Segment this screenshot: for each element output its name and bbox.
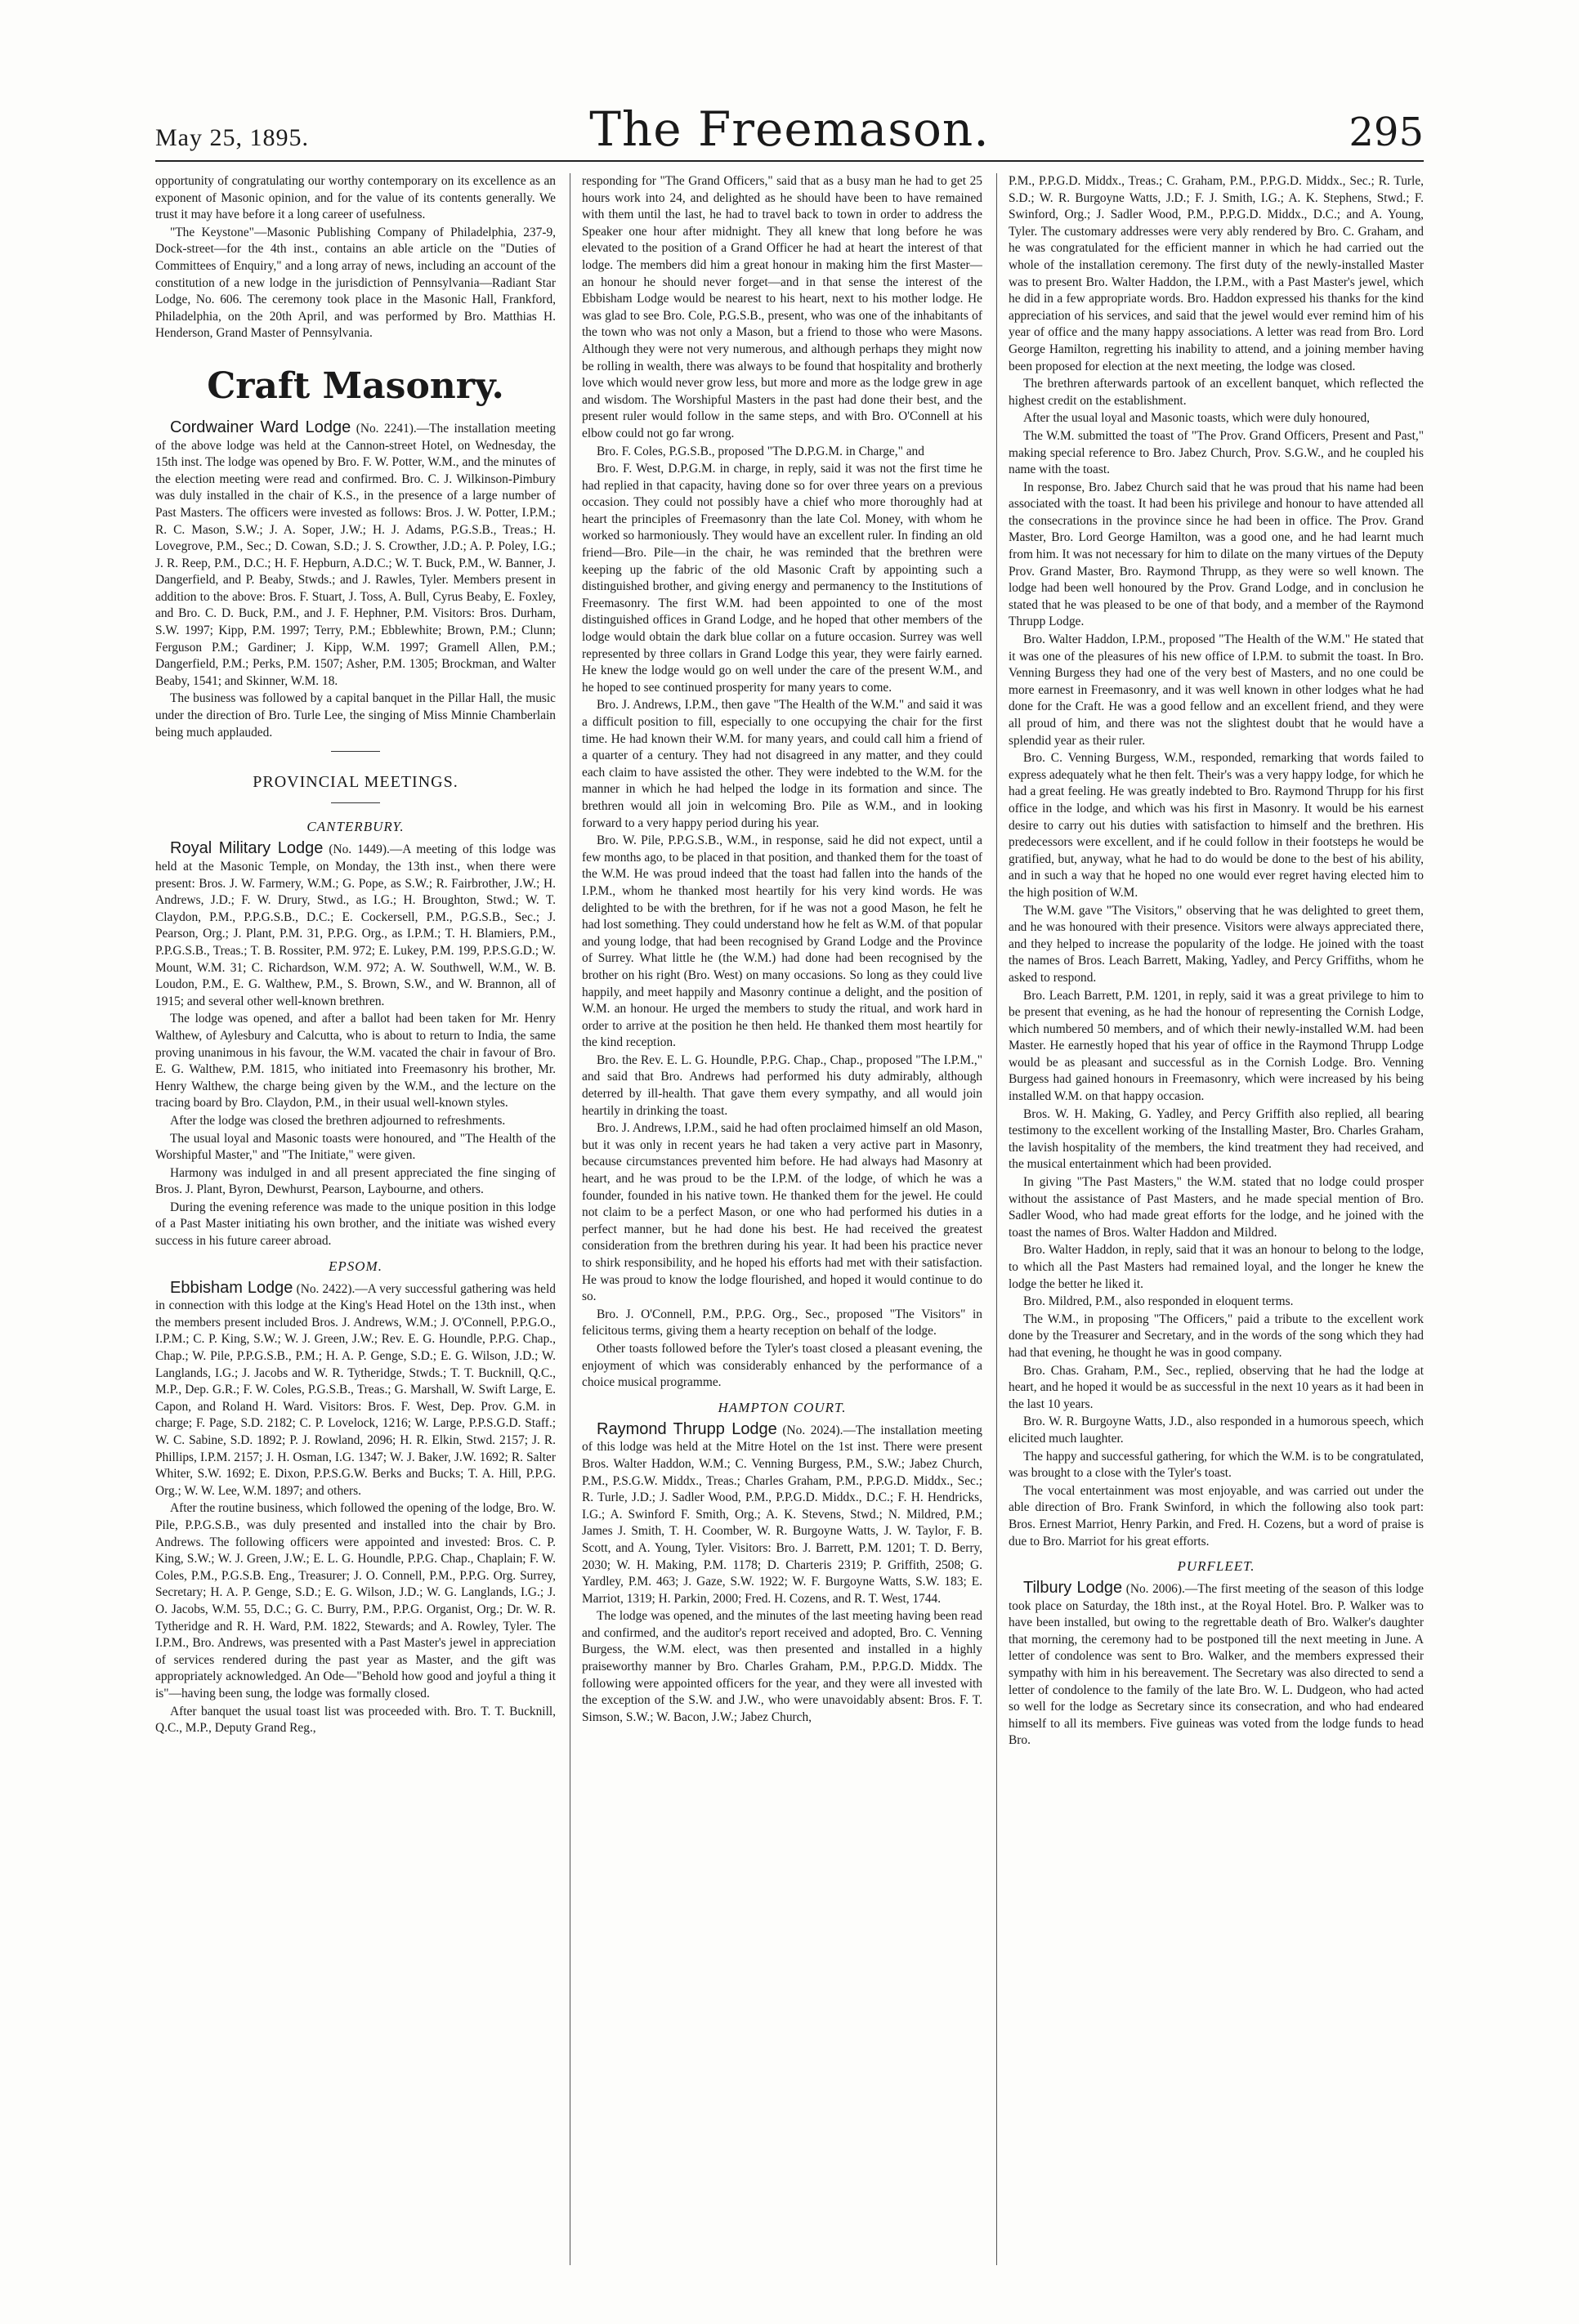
paragraph: Bro. Leach Barrett, P.M. 1201, in reply, said it was a great privilege to him to be present that evening, as he had the honour of representing the Cornish Lodge, which numbered 50 members, and of which their newly-installed W.M. had been Master. He earnestly hoped that his year of office in the Raymond Thrupp Lodge would be as pleasant and successful as in the Cornish Lodge. Bro. Venning Burgess had gained honours in Freemasonry, which were increased by his being installed W.M. on that happy occasion. — [1009, 988, 1424, 1104]
paragraph: Bro. Walter Haddon, I.P.M., proposed "The Health of the W.M." He stated that it was one of the pleasures of his new office of I.P.M. to submit the toast. In Bro. Venning Burgess they had one of the very best of Masters, and no one could be more earnest in Freemasonry, and it was well known in other lodges what he had done for the Craft. He was a good fellow and an excellent friend, and they were all proud of him, and there was not the slightest doubt that he would have a splendid year as their ruler. — [1009, 632, 1424, 748]
paragraph: The usual loyal and Masonic toasts were honoured, and "The Health of the Worshipful Master," and "The Initiate," were given. — [155, 1131, 556, 1163]
lodge-report — [155, 840, 556, 1010]
paragraph: In response, Bro. Jabez Church said that he was proud that his name had been associated with the toast. It had been his privilege and honour to have attended all the consecrations in the province since he had been in office. The Prov. Grand Master, Bro. Lord George Hamilton, was a good one, and he had learnt much from him. It was not necessary for him to dilate on the many virtues of the Deputy Prov. Grand Master, Bro. Raymond Thrupp, as they were so well known. The lodge had been well honoured by the Prov. Grand Lodge, and in conclusion he stated that he was pleased to be one of that body, and a member of the Raymond Thrupp Lodge. — [1009, 480, 1424, 629]
column-3 — [1009, 173, 1424, 2265]
paragraph: The happy and successful gathering, for which the W.M. is to be congratulated, was brought to a close with the Tyler's toast. — [1009, 1449, 1424, 1481]
provincial-meetings-heading: PROVINCIAL MEETINGS. — [253, 772, 458, 791]
paragraph: Bro. J. O'Connell, P.M., P.P.G. Org., Sec., proposed "The Visitors" in felicitous terms, giving them a hearty reception on behalf of the lodge. — [582, 1307, 982, 1339]
report-text: —The first meeting of the season of this lodge took place on Saturday, the 18th inst., at the Royal Hotel. Bro. P. Walker was to have been installed, but owing to the regrettable death of Bro. Walker's daughter that morning, the ceremony had to be postponed till the next meeting in June. A letter of condolence was sent to Bro. Walker, and the members expressed their sympathy with him in his bereavement. The Secretary was also directed to send a letter of condolence to the family of the late Bro. W. L. Dudgeon, who had acted so well for the lodge as Secretary since its consecration, and who had endeared himself to all its members. Five guineas was voted from the lodge funds to head Bro. — [1009, 1582, 1424, 1748]
column-2 — [582, 173, 982, 2265]
paragraph: The lodge was opened, and the minutes of the last meeting having been read and confirmed, and the auditor's report received and adopted, Bro. C. Venning Burgess, the W.M. elect, was then presented and installed in a highly praiseworthy manner by Bro. Charles Graham, P.M., P.P.G.D. Middx. The following were appointed officers for the year, and they were all invested with the exception of the S.W. and J.W., who were unavoidably absent: Bros. F. T. Simson, S.W.; W. Bacon, J.W.; Jabez Church, — [582, 1609, 982, 1724]
column-1 — [155, 173, 556, 2265]
lodge-number: (No. 2024). — [782, 1423, 843, 1437]
paragraph: Bro. W. R. Burgoyne Watts, J.D., also responded in a humorous speech, which elicited much laughter. — [1009, 1415, 1424, 1446]
section-divider — [155, 743, 556, 760]
paragraph: In giving "The Past Masters," the W.M. stated that no lodge could prosper without the assistance of Past Masters, and he made special mention of Bro. Sadler Wood, who had made great efforts for the lodge, and he joined with the toast the names of Bros. Walter Haddon and Mildred. — [1009, 1175, 1424, 1240]
report-text: —A very successful gathering was held in connection with this lodge at the King's Head Hotel on the 13th inst., when the members present included Bros. J. Andrews, W.M.; J. O'Connell, P.P.G.O., I.P.M.; C. P. King, S.W.; W. J. Green, J.W.; Rev. E. G. Houndle, P.P.G. Chap., Chap.; W. Pile, P.P.G.S.B., P.M.; H. A. P. Genge, S.D.; E. G. Wilson, J.D.; W. Langlands, I.G.; J. Jacobs and W. R. Tytheridge, Stwds.; T. T. Bucknill, Q.C., M.P., Dep. G.R.; F. W. Coles, P.G.S.B., Treas.; G. Marshall, W. Swift Large, E. Capon, and Roland H. Ward. Visitors: Bros. F. West, Dep. Prov. G.M. in charge; F. Page, S.D. 2182; C. P. Lovelock, 1216; W. Large, P.P.S.G.D. Staff.; W. C. Sabine, S.D. 1892; P. J. Rowland, 2096; H. R. Elkin, Stwd. 2157; J. R. Phillips, I.P.M. 2157; J. H. Osman, I.G. 1347; W. J. Baker, J.W. 1692; R. Salter Whiter, S.W. 1692; E. Dixon, P.P.S.G.W. Berks and Bucks; T. A. Hill, P.P.G. Org.; W. W. Lee, W.M. 1897; and others. — [155, 1281, 556, 1498]
paragraph: Bros. W. H. Making, G. Yadley, and Percy Griffith also replied, all bearing testimony to the excellent working of the Installing Master, Bro. Charles Graham, the lavish hospitality of the members, the kind treatment they had received, and the musical entertainment which had been provided. — [1009, 1106, 1424, 1172]
section-divider — [155, 794, 556, 811]
paragraph: Other toasts followed before the Tyler's toast closed a pleasant evening, the enjoyment of which was considerably enhanced by the performance of a choice musical programme. — [582, 1341, 982, 1390]
lodge-name: Raymond Thrupp Lodge — [597, 1419, 777, 1438]
report-text: —A meeting of this lodge was held at the Masonic Temple, on Monday, the 13th inst., when there were present: Bros. J. W. Farmery, W.M.; G. Pope, as S.W.; R. Fairbrother, J.W.; H. Andrews, J.D.; F. W. Drury, Stwd., as I.G.; H. Broughton, Stwd.; W. T. Claydon, P.M., P.P.G.S.B., D.C.; E. Cockersell, P.M., P.G.S.B., Sec.; J. Pearson, Org.; J. Plant, P.M. 31, P.P.G. Org., as I.P.M.; T. H. Blamiers, P.M., P.P.G.S.B., Treas.; T. B. Rossiter, P.M. 972; E. Lukey, P.M. 199, P.P.S.G.D.; W. Mount, W.M. 31; C. Richardson, W.M. 972; A. W. Southwell, W.M., W. B. Loudon, P.M., E. G. Walthew, P.M., S. Brown, S.W., and W. Brannon, all of 1915; and several other well-known brethren. — [155, 842, 556, 1008]
place-heading: HAMPTON COURT. — [718, 1399, 847, 1415]
paragraph: After banquet the usual toast list was proceeded with. Bro. T. T. Bucknill, Q.C., M.P., Deputy Grand Reg., — [155, 1704, 556, 1736]
paragraph: After the usual loyal and Masonic toasts, which were duly honoured, — [1023, 411, 1370, 426]
paragraph: The lodge was opened, and after a ballot had been taken for Mr. Henry Walthew, of Aylesbury and Calcutta, who is about to return to India, the same proving unanimous in his favour, the W.M. vacated the chair in favour of Bro. E. G. Walthew, P.M. 1815, who initiated into Freemasonry his brother, Mr. Henry Walthew, the charge being given by the W.M., and the lecture on the tracing board by Bro. Claydon, P.M., in their usual well-known styles. — [155, 1012, 556, 1111]
craft-masonry-heading: Craft Masonry. — [207, 364, 504, 407]
issue-date: May 25, 1895. — [155, 124, 309, 151]
report-text: —The installation meeting of the above lodge was held at the Cannon-street Hotel, on Wednesday, the 15th inst. The lodge was opened by Bro. F. W. Potter, W.M., and the minutes of the election meeting were read and confirmed. Bro. C. J. Wilkinson-Pimbury was duly installed in the chair of K.S., in the presence of a large number of Past Masters. The officers were invested as follows: Bros. J. W. Potter, I.P.M.; R. C. Mason, S.W.; J. A. Soper, J.W.; H. J. Adams, P.G.S.B., Treas.; H. Lovegrove, P.M., Sec.; D. Cowan, S.D.; J. S. Crowther, J.D.; A. P. Poley, I.G.; J. R. Reep, P.M., D.C.; H. F. Hepburn, A.D.C.; W. T. Buck, P.M., W. Banner, J. Dangerfield, and P. Beaby, Stwds.; and J. Rawles, Tyler. Members present in addition to the above: Bros. F. Stuart, J. Toss, A. Bull, Cyrus Beaby, E. Foxley, and Bro. C. D. Buck, P.M., and J. F. Hephner, P.M. Visitors: Bros. Durham, S.W. 1997; Kipp, P.M. 1997; Terry, P.M.; Ebblewhite; Brown, P.M.; Clunn; Ferguson P.M.; Gardiner; J. Kipp, W.M. 1997; Gramell Allen, P.M.; Dangerfield, P.M.; Perks, P.M. 1507; Asher, P.M. 1305; Brockman, and Walter Beaby, 1541; and Skinner, W.M. 18. — [155, 421, 556, 688]
paragraph: Bro. Chas. Graham, P.M., Sec., replied, observing that he had the lodge at heart, and he hoped it would be as successful in the next 10 years as it had been in the last 10 years. — [1009, 1363, 1424, 1411]
paragraph: After the lodge was closed the brethren adjourned to refreshments. — [170, 1113, 506, 1128]
paragraph: The W.M. gave "The Visitors," observing that he was delighted to greet them, and he was honoured with their presence. Visitors were always appreciated there, and they helped to increase the popularity of the lodge. He joined with the toast the names of Bros. Leach Barrett, Making, Yadley, and Percy Griffiths, whom he asked to respond. — [1009, 903, 1424, 985]
place-heading: EPSOM. — [329, 1258, 382, 1274]
paragraph: Bro. J. Andrews, I.P.M., said he had often proclaimed himself an old Mason, but it was only in recent years he had taken a very active part in Masonry, because circumstances prevented him before. He had always had Masonry at heart, and he was proud to be the I.P.M. of the lodge, of which he was a founder, founded in his native town. He thanked them for the jewel. He could not claim to be a perfect Mason, or one who had performed his duties in a perfect manner, but he had done his best. He had received the greatest consideration from the brethren during his year. It had been his practice never to shirk responsibility, and he hoped his efforts had met with their satisfaction. He was proud to know the lodge flourished, and hoped it would continue to do so. — [582, 1121, 982, 1304]
paragraph: Bro. J. Andrews, I.P.M., then gave "The Health of the W.M." and said it was a difficult position to fill, especially to one occupying the chair for the first time. He had known their W.M. for many years, and could call him a friend of a quarter of a century. They had not disagreed in any matter, and they could each claim to have assisted the other. They were indebted to the W.M. for the manner in which he had helped the lodge in its formation and since. The brethren would all join in welcoming Bro. Pile as W.M., and in looking forward to a very happy period during his year. — [582, 698, 982, 830]
place-heading: CANTERBURY. — [306, 819, 405, 835]
paragraph: responding for "The Grand Officers," said that as a busy man he had to get 25 hours work into 24, and delighted as he should have been to have remained with them until the last, he had to travel back to town in order to address the Speaker one hour after midnight. They all knew that long before he was elevated to the position of a Grand Officer he had at heart the interest of that lodge. The members did him a great honour in making him the first Master—an honour he should never forget—and in that sense the interest of the Ebbisham Lodge would be nearest to his heart, next to his mother lodge. He was glad to see Bro. Cole, P.G.S.B., present, who was one of the inhabitants of the town who was not only a Mason, but a friend to those who were Masons. Although they were not very numerous, and although perhaps they might now be rolling in wealth, there was always to be found that hospitality and brotherly love which would never grow less, but more and more as the lodge grew in age and wisdom. The Worshipful Masters in the past had done their best, and the present ruler would follow in the same steps, and with Bro. O'Connell at his elbow could not go far wrong. — [582, 174, 982, 440]
paragraph: The brethren afterwards partook of an excellent banquet, which reflected the highest credit on the establishment. — [1009, 377, 1424, 408]
lodge-report — [1009, 1580, 1424, 1750]
report-text: —The installation meeting of this lodge was held at the Mitre Hotel on the 1st inst. There were present Bros. Walter Haddon, W.M.; C. Venning Burgess, P.M., S.W.; Jabez Church, P.M., P.S.G.W. Middx., Treas.; Charles Graham, P.M., P.P.G.D. Middx., Sec.; R. Turle, J.D.; J. Sadler Wood, P.M., P.P.G.D. Middx., D.C.; F. H. Hendricks, I.G.; A. Swinford F. Smith, Org.; A. K. Stevens, Stwd.; N. Mildred, P.M.; James J. Smith, T. H. Coomber, W. R. Burgoyne Watts, J. W. Taylor, F. B. Scott, and A. Young, Tyler. Visitors: Bro. J. Barrett, P.M. 1201; T. D. Berry, 2030; W. H. Making, P.M. 1178; D. Charteris 2319; P. Griffith, 2508; G. Yardley, P.M. 463; J. Gaze, S.W. 1922; W. F. Burgoyne Watts, S.W. 183; E. Marriot, 1319; H. Parkin, 2000; Fred. H. Cozens, and R. T. West, 1744. — [582, 1423, 982, 1606]
paragraph: Bro. F. West, D.P.G.M. in charge, in reply, said it was not the first time he had replied in that capacity, having done so for over three years on a previous occasion. They could not possibly have a chief who more thoroughly had at heart the principles of Freemasonry than the late Col. Money, with whom he worked so harmoniously. They would have an excellent ruler. In finding an old friend—Bro. Pile—in the chair, he was reminded that the brethren were keeping up the fabric of the old Masonic Craft by appointing such a distinguished brother, and giving energy and permanency to the Institutions of Freemasonry. The first W.M. had been appointed to one of the most distinguished offices in Grand Lodge, and he hoped that other members of the lodge would obtain the dark blue collar on a future occasion. Surrey was well represented by three collars in Grand Lodge this year, they were fairly earned. He knew the lodge would go on well under the care of the present W.M., and he hoped to see continued prosperity for many years to come. — [582, 462, 982, 695]
place-heading: PURFLEET. — [1177, 1558, 1255, 1575]
paragraph: Bro. F. Coles, P.G.S.B., proposed "The D.P.G.M. in Charge," and — [597, 444, 924, 458]
paragraph: Bro. Walter Haddon, in reply, said that it was an honour to belong to the lodge, to which all the Past Masters had remained loyal, and the longer he knew the lodge the better he liked it. — [1009, 1243, 1424, 1291]
lodge-report — [155, 1280, 556, 1500]
paragraph: "The Keystone"—Masonic Publishing Company of Philadelphia, 237-9, Dock-street—for the 4th inst., contains an able article on the "Duties of Committees of Enquiry," and a long array of news, including an account of the constitution of a new lodge in the jurisdiction of Pennsylvania—Radiant Star Lodge, No. 606. The ceremony took place in the Masonic Hall, Frankford, Philadelphia, on the 20th April, and was performed by Bro. Matthias H. Henderson, Grand Master of Pennsylvania. — [155, 225, 556, 341]
paragraph: Bro. the Rev. E. L. G. Houndle, P.P.G. Chap., Chap., proposed "The I.P.M.," and said that Bro. Andrews had performed his duty admirably, although deterred by ill-health. That gave them every sympathy, and all would join heartily in drinking the toast. — [582, 1053, 982, 1118]
lodge-number: (No. 2006). — [1125, 1582, 1185, 1597]
paragraph: The business was followed by a capital banquet in the Pillar Hall, the music under the direction of Bro. Turle Lee, the singing of Miss Minnie Chamberlain being much applauded. — [155, 691, 556, 740]
paragraph: The W.M. submitted the toast of "The Prov. Grand Officers, Present and Past," making special reference to Bro. Jabez Church, Prov. S.G.W., and he coupled his name with the toast. — [1009, 428, 1424, 477]
paragraph: Bro. W. Pile, P.P.G.S.B., W.M., in response, said he did not expect, until a few months ago, to be placed in that position, and thanked them for the toast of the W.M. He was proud indeed that the toast had fallen into the hands of the I.P.M., whom he thanked most heartily for his very kind words. He was delighted to be with the brethren, for if he was not a good Mason, he felt he had lost something. They could understand how he felt as W.M. of that popular and young lodge, that had been recognised by Grand Lodge and the Province of Surrey. What little he (the W.M.) had done had been recognised by the brother on his right (Bro. West) on many occasions. So long as they could live happily, and meet happily and Masonry continue a delight, and the position of W.M. an honour. He urged the members to study the ritual, and work hard in order to arrive at the position he then held. He thanked them most heartily for the kind reception. — [582, 834, 982, 1050]
newspaper-title: The Freemason. — [589, 101, 990, 157]
paragraph: During the evening reference was made to the unique position in this lodge of a Past Master initiating his own brother, and the initiate was wished every success in his future career abroad. — [155, 1200, 556, 1249]
paragraph: Bro. Mildred, P.M., also responded in eloquent terms. — [1023, 1294, 1294, 1309]
lodge-number: (No. 2422). — [296, 1281, 356, 1296]
lodge-name: Ebbisham Lodge — [170, 1278, 293, 1297]
paragraph: Harmony was indulged in and all present appreciated the fine singing of Bros. J. Plant, Byron, Dewhurst, Pearson, Laybourne, and others. — [155, 1165, 556, 1197]
paragraph: The W.M., in proposing "The Officers," paid a tribute to the excellent work done by the Treasurer and Secretary, and in the words of the song which they had had that evening, he thought he was in good company. — [1009, 1312, 1424, 1360]
lodge-number: (No. 2241). — [356, 421, 417, 436]
masthead — [155, 96, 1424, 162]
column-rule — [996, 173, 997, 2265]
article-columns — [155, 173, 1424, 2265]
paragraph: After the routine business, which followed the opening of the lodge, Bro. W. Pile, P.P.G.S.B., was duly presented and installed into the chair by Bro. Andrews. The following officers were appointed and invested: Bros. C. P. King, S.W.; W. J. Green, J.W.; E. L. G. Houndle, P.P.G. Chap., Chaplain; F. W. Coles, P.M., P.G.S.B. Eng., Treasurer; J. O. Connell, P.M., P.P.G. Org. Surrey, Secretary; H. A. P. Genge, S.D.; E. G. Wilson, J.D.; W. G. Langlands, I.G.; J. O. Jacobs, W.M. 55, D.C.; G. C. Burry, P.M., P.P.G. Organist, Org.; Dr. W. R. Tytheridge and R. H. Ward, P.M. 1822, Stewards; and A. Rowley, Tyler. The I.P.M., Bro. Andrews, was presented with a Past Master's jewel in appreciation of services rendered during the past year as Master, and the gift was appropriately acknowledged. An Ode—"Behold how good and joyful a thing it is"—having been sung, the lodge was formally closed. — [155, 1501, 556, 1701]
lodge-name: Royal Military Lodge — [170, 839, 324, 858]
paragraph: Bro. C. Venning Burgess, W.M., responded, remarking that words failed to express adequately what he then felt. Their's was a very happy lodge, for which he had a great feeling. He was greatly indebted to Bro. Raymond Thrupp for his first office in the lodge, and which was his first in Masonry. It would be his earnest desire to carry out his duties with satisfaction to himself and the brethren. His predecessors were excellent, and if he could follow in their footsteps he would be gratified, but, anyway, what he had to do would be done to the best of his ability, and in such a way that he hoped no one would ever regret having elected him to the high position of W.M. — [1009, 751, 1424, 900]
paragraph: The vocal entertainment was most enjoyable, and was carried out under the able direction of Bro. Frank Swinford, in which the following also took part: Bros. Ernest Marriot, Henry Parkin, and Fred. H. Cozens, but a word of praise is due to Bro. Marriot for his great efforts. — [1009, 1483, 1424, 1549]
lodge-name: Cordwainer Ward Lodge — [170, 418, 351, 436]
paragraph: opportunity of congratulating our worthy contemporary on its excellence as an exponent of Masonic opinion, and for the value of its contents generally. We trust it may have before it a long career of usefulness. — [155, 174, 556, 222]
paragraph: P.M., P.P.G.D. Middx., Treas.; C. Graham, P.M., P.P.G.D. Middx., Sec.; R. Turle, S.D.; W. R. Burgoyne Watts, J.D.; F. J. Smith, I.G.; A. K. Stephens, Stwd.; F. Swinford, Org.; J. Sadler Wood, P.M., P.P.G.D. Middx., D.C.; and A. Young, Tyler. The customary addresses were very ably rendered by Bro. C. Graham, and he was congratulated for the efficient manner in which he had carried out the whole of the installation ceremony. The first duty of the newly-installed Master was to present Bro. Walter Haddon, the I.P.M., with a Past Master's jewel, which he did in a few appropriate words. Bro. Haddon expressed his thanks for the kind appreciation of his services, and said that the jewel would ever remind him of his year of office and the many happy associations. A letter was read from Bro. Lord George Hamilton, regretting his inability to attend, and a joining member having been proposed for election at the next meeting, the lodge was closed. — [1009, 174, 1424, 373]
lodge-number: (No. 1449). — [329, 842, 390, 857]
lodge-report — [155, 419, 556, 690]
page-number: 295 — [1349, 109, 1424, 155]
lodge-report — [582, 1421, 982, 1608]
lodge-name: Tilbury Lodge — [1023, 1579, 1123, 1598]
